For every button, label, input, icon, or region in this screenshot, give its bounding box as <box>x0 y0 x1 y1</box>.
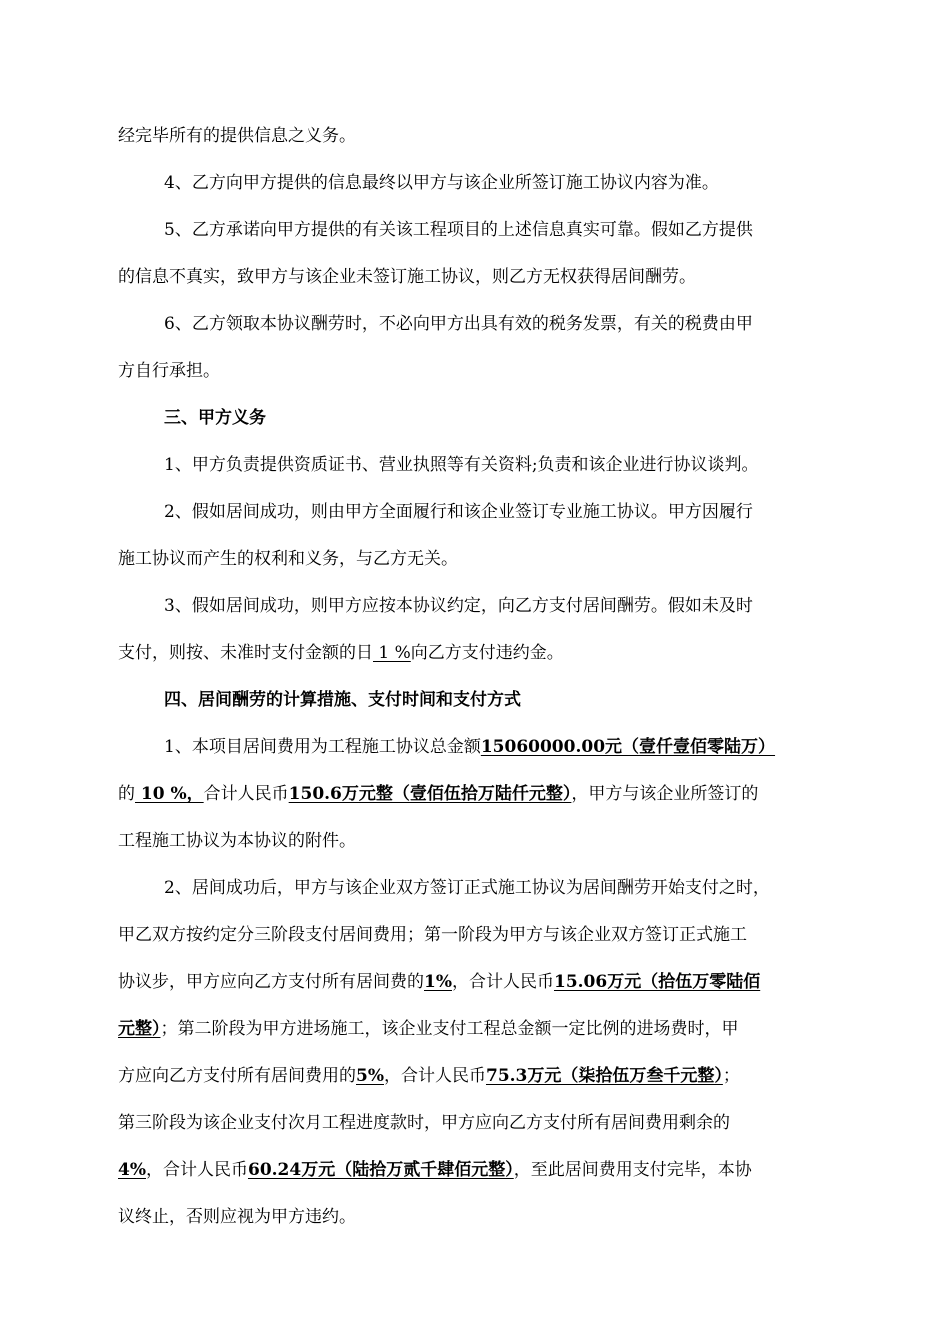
paragraph-line: 议终止，否则应视为甲方违约。 <box>118 1207 356 1227</box>
paragraph-line: 1、甲方负责提供资质证书、营业执照等有关资料;负责和该企业进行协议谈判。 <box>164 455 759 475</box>
paragraph-line: 经完毕所有的提供信息之义务。 <box>118 126 356 146</box>
text-run: 支付，则按、未准时支付金额的日 <box>118 643 373 663</box>
text-run: 的 <box>118 784 135 804</box>
paragraph-line: 2、假如居间成功，则由甲方全面履行和该企业签订专业施工协议。甲方因履行 <box>164 502 753 522</box>
paragraph-line: 4、乙方向甲方提供的信息最终以甲方与该企业所签订施工协议内容为准。 <box>164 173 719 193</box>
paragraph-line: 的信息不真实，致甲方与该企业未签订施工协议，则乙方无权获得居间酬劳。 <box>118 267 696 287</box>
paragraph-line: 方自行承担。 <box>118 361 220 381</box>
text-run: ；第二阶段为甲方进场施工，该企业支付工程总金额一定比例的进场费时，甲 <box>160 1019 739 1039</box>
paragraph-line: 第三阶段为该企业支付次月工程进度款时，甲方应向乙方支付所有居间费用剩余的 <box>118 1113 730 1133</box>
section-heading: 四、居间酬劳的计算措施、支付时间和支付方式 <box>164 690 521 710</box>
text-run: ，合计人民币 <box>383 1066 486 1086</box>
text-run: ，甲方与该企业所签订的 <box>571 784 759 804</box>
underlined-value: 15060000.00元（壹仟壹佰零陆万） <box>480 737 776 757</box>
text-run: ； <box>722 1066 740 1086</box>
paragraph-line: 3、假如居间成功，则甲方应按本协议约定，向乙方支付居间酬劳。假如未及时 <box>164 596 753 616</box>
text-run: 合计人民币 <box>203 784 289 804</box>
paragraph-line: 5、乙方承诺向甲方提供的有关该工程项目的上述信息真实可靠。假如乙方提供 <box>164 220 753 240</box>
text-run: 1、本项目居间费用为工程施工协议总金额 <box>164 737 481 757</box>
text-run: 方应向乙方支付所有居间费用的 <box>118 1066 356 1086</box>
text-run: ，合计人民币 <box>451 972 554 992</box>
underlined-value: 4% <box>118 1160 146 1180</box>
paragraph-line: 甲乙双方按约定分三阶段支付居间费用；第一阶段为甲方与该企业双方签订正式施工 <box>118 925 747 945</box>
section-heading: 三、甲方义务 <box>164 408 266 428</box>
underlined-value: 1% <box>424 972 452 992</box>
underlined-value: 5% <box>356 1066 384 1086</box>
paragraph-line <box>118 1053 834 1100</box>
text-run: 协议步，甲方应向乙方支付所有居间费的 <box>118 972 424 992</box>
paragraph-line: 施工协议而产生的权利和义务，与乙方无关。 <box>118 549 458 569</box>
document-page <box>118 113 834 1241</box>
text-run: ，至此居间费用支付完毕，本协 <box>513 1160 752 1180</box>
paragraph-line: 6、乙方领取本协议酬劳时，不必向甲方出具有效的税务发票，有关的税费由甲 <box>164 314 753 334</box>
underlined-value: 元整） <box>118 1019 161 1039</box>
paragraph-line <box>118 724 834 771</box>
paragraph-line: 2、居间成功后，甲方与该企业双方签订正式施工协议为居间酬劳开始支付之时， <box>164 878 770 898</box>
underlined-value: 1 % <box>373 643 411 663</box>
underlined-value: 150.6万元整（壹佰伍拾万陆仟元整） <box>288 784 572 804</box>
paragraph-line <box>118 1147 834 1194</box>
underlined-value: 15.06万元（拾伍万零陆佰 <box>553 972 761 992</box>
text-run: 向乙方支付违约金。 <box>410 643 564 663</box>
paragraph-line <box>118 1006 834 1053</box>
paragraph-line <box>118 959 834 1006</box>
underlined-value: 60.24万元（陆拾万贰千肆佰元整） <box>247 1160 514 1180</box>
paragraph-line <box>118 771 834 818</box>
underlined-value: 75.3万元（柒拾伍万叁千元整） <box>485 1066 723 1086</box>
paragraph-line <box>118 630 834 677</box>
text-run: ，合计人民币 <box>145 1160 248 1180</box>
underlined-value: 10 %， <box>135 784 204 804</box>
paragraph-line: 工程施工协议为本协议的附件。 <box>118 831 356 851</box>
